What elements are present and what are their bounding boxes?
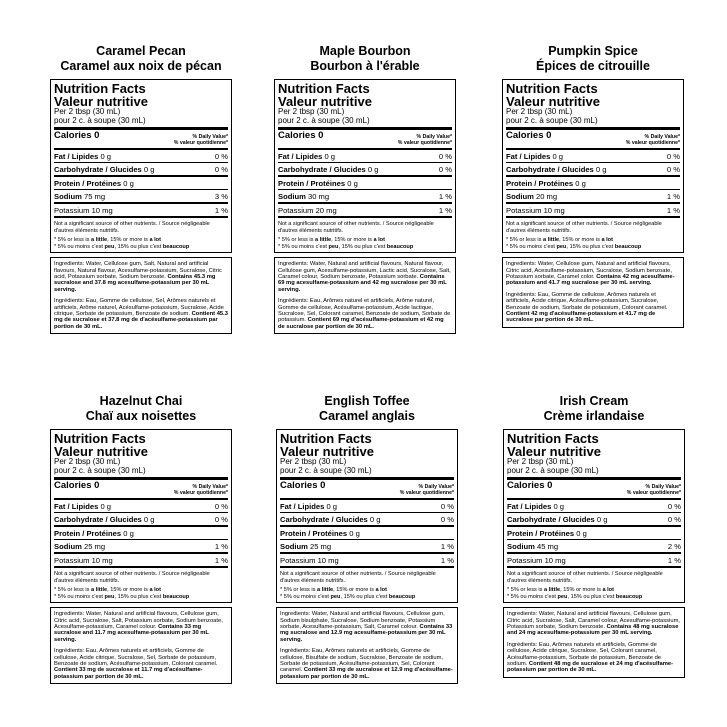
protein-row: Protein / Protéines 0 g xyxy=(506,177,680,190)
not-significant-note: Not a significant source of other nutrients. / Source négligeable d'autres éléments nutritifs. xyxy=(54,566,228,584)
sodium-row: Sodium 20 mg 1 % xyxy=(506,190,680,204)
ingredients-en: Ingredients: Water, Natural and artificial flavours, Cellulose gum, Citric acid, Sucralose, Salt, Potassium sorbate, Sodium benzoate, Acesulfame-potassium, Caramel colour. Contains 33 mg sucralose and 11.7 mg acesulfame-potassium per 30 mL serving. xyxy=(54,611,223,643)
product-title: Hazelnut Chai Chaï aux noisettes xyxy=(85,394,197,423)
ingredients-box xyxy=(50,607,232,684)
footnote: * 5% or less is a little, 15% or more is a lot * 5% ou moins c'est peu, 15% ou plus c'est beaucoup xyxy=(278,237,414,250)
carb-row: Carbohydrate / Glucides 0 g 0 % xyxy=(506,163,680,177)
nutrition-facts-table: Nutrition Facts Valeur nutritive Per 2 tbsp (30 mL) pour 2 c. à soupe (30 mL) Calories 0 % Daily Value* % valeur quotidienne* Fat / Lipides 0 g 0 % Carbohydrate / Glucides 0 g 0 % Protein / Protéines 0 g Sodium 25 mg 1 % Potassium 10 mg 1 % Not a significant source of other nutrients. / Source négligeable d'autres éléments nutritifs. * 5% or less is a little, 15% or more is a lot * 5% ou moins c'est peu, 15% ou plus c'est beaucoup xyxy=(276,429,458,603)
sodium-row: Sodium 45 mg 2 % xyxy=(507,540,681,554)
ingredients-fr: Ingrédients: Eau, Arômes naturels et artificiels, Gomme de cellulose, Acide citrique, Sucralose, Sel, Colorant caramel, Acésulfame-potassium, Sorbate de potassium, Benzoate de sodium. Contient 48 mg de sucralose et 24 mg d'acésulfame-potassium par portion de 30 mL. xyxy=(507,641,674,674)
calories-row: Calories 0 % Daily Value* % valeur quotidienne* xyxy=(278,130,452,151)
fat-row: Fat / Lipides 0 g 0 % xyxy=(54,500,228,513)
carb-row: Carbohydrate / Glucides 0 g 0 % xyxy=(54,513,228,527)
protein-row: Protein / Protéines 0 g xyxy=(54,177,228,190)
not-significant-note: Not a significant source of other nutrients. / Source négligeable d'autres éléments nutritifs. xyxy=(280,566,454,584)
fat-row: Fat / Lipides 0 g 0 % xyxy=(506,150,680,163)
carb-row: Carbohydrate / Glucides 0 g 0 % xyxy=(280,513,454,527)
sodium-row: Sodium 30 mg 1 % xyxy=(278,190,452,204)
fat-row: Fat / Lipides 0 g 0 % xyxy=(278,150,452,163)
nutrition-facts-table: Nutrition Facts Valeur nutritive Per 2 tbsp (30 mL) pour 2 c. à soupe (30 mL) Calories 0 % Daily Value* % valeur quotidienne* Fat / Lipides 0 g 0 % Carbohydrate / Glucides 0 g 0 % Protein / Protéines 0 g Sodium 45 mg 2 % Potassium 10 mg 1 % Not a significant source of other nutrients. / Source négligeable d'autres éléments nutritifs. * 5% or less is a little, 15% or more is a lot * 5% ou moins c'est peu, 15% ou plus c'est beaucoup xyxy=(503,429,685,603)
product-panel-hazelnut-chai xyxy=(50,394,232,684)
ingredients-box xyxy=(274,257,456,334)
ingredients-box xyxy=(502,257,684,328)
carb-row: Carbohydrate / Glucides 0 g 0 % xyxy=(507,513,681,527)
fat-row: Fat / Lipides 0 g 0 % xyxy=(54,150,228,163)
carb-row: Carbohydrate / Glucides 0 g 0 % xyxy=(278,163,452,177)
ingredients-en: Ingredients: Water, Cellulose gum, Natural and artificial flavours, Citric acid, Acesulfame-potassium, Sucralose, Sodium benzoate, Potassium sorbate, Caramel color. Contains 42 mg acesulfame-potassium and 41.7 mg sucralose per 30 mL serving. xyxy=(506,261,675,287)
sodium-row: Sodium 25 mg 1 % xyxy=(54,540,228,554)
product-title: Irish Cream Crème irlandaise xyxy=(543,394,645,423)
not-significant-note: Not a significant source of other nutrients. / Source négligeable d'autres éléments nutritifs. xyxy=(507,566,681,584)
calories-row: Calories 0 % Daily Value* % valeur quotidienne* xyxy=(54,480,228,501)
calories-row: Calories 0 % Daily Value* % valeur quotidienne* xyxy=(54,130,228,151)
protein-row: Protein / Protéines 0 g xyxy=(278,177,452,190)
ingredients-fr: Ingrédients: Eau, Gomme de cellulose, Sel, Arômes naturels et artificiels, Arôme naturel, Acésulfame-potassium, Sucralose, Acide citrique, Sorbate de potassium, Benzoate de sodium. Contient 45.3 mg de sucralose et 37.8 mg de d'acésulfame-potassium par portion de 30 mL. xyxy=(54,298,228,330)
potassium-row: Potassium 10 mg 1 % xyxy=(280,555,454,565)
ingredients-en: Ingredients: Water, Natural and artificial flavours, Cellulose gum, Sodium bisulphate, Sucralose, Sodium benzoate, Potassium sorbate, Acesulfame-potassium, Salt, Caramel colour. Contains 33 mg sucralose and 12.9 mg acesulfame-potassium per 30 mL serving. xyxy=(280,611,453,643)
sodium-row: Sodium 25 mg 1 % xyxy=(280,540,454,554)
product-panel-pumpkin-spice xyxy=(502,44,684,328)
product-panel-irish-cream xyxy=(503,394,685,678)
product-panel-english-toffee xyxy=(276,394,458,684)
footnote: * 5% or less is a little, 15% or more is a lot * 5% ou moins c'est peu, 15% ou plus c'est beaucoup xyxy=(280,587,416,600)
not-significant-note: Not a significant source of other nutrients. / Source négligeable d'autres éléments nutritifs. xyxy=(54,216,228,234)
ingredients-fr: Ingrédients: Eau, Arômes naturel et artificiels, Arôme naturel, Gomme de cellulose, Acésulfame-potassium, Acide lactique, Sucralose, Sel, Colorant caramel, Benzoate de sodium, Sorbate de potassium. Contient 69 mg d'acésulfame-potassium et 42 mg de sucralose par portion de 30 mL. xyxy=(278,298,451,330)
calories-row: Calories 0 % Daily Value* % valeur quotidienne* xyxy=(280,480,454,501)
footnote: * 5% or less is a little, 15% or more is a lot * 5% ou moins c'est peu, 15% ou plus c'est beaucoup xyxy=(506,237,642,250)
protein-row: Protein / Protéines 0 g xyxy=(54,527,228,540)
product-panel-maple-bourbon xyxy=(274,44,456,334)
footnote: * 5% or less is a little, 15% or more is a lot * 5% ou moins c'est peu, 15% ou plus c'est beaucoup xyxy=(54,587,190,600)
protein-row: Protein / Protéines 0 g xyxy=(280,527,454,540)
not-significant-note: Not a significant source of other nutrients. / Source négligeable d'autres éléments nutritifs. xyxy=(278,216,452,234)
ingredients-fr: Ingrédients: Eau, Gomme de cellulose, Arômes naturels et artificiels, Acide citrique, Acésulfame-potassium, Sucralose, Benzoate de sodium, Sorbate de potassium, Colorant caramel. Contient 42 mg d'acésulfame-potassium et 41.7 mg de sucralose par portion de 30 mL. xyxy=(506,291,668,324)
product-title: Maple Bourbon Bourbon à l'érable xyxy=(310,44,420,73)
footnote: * 5% or less is a little, 15% or more is a lot * 5% ou moins c'est peu, 15% ou plus c'est beaucoup xyxy=(507,587,643,600)
sodium-row: Sodium 75 mg 3 % xyxy=(54,190,228,204)
product-title: Caramel Pecan Caramel aux noix de pécan xyxy=(60,44,222,73)
ingredients-en: Ingredients: Water, Natural and artificial flavours, Natural flavour, Cellulose gum, Acesulfame-potassium, Lactic acid, Sucralose, Salt, Caramel colour, Sodium benzoate, Potassium sorbate. Contains 69 mg acesulfame-potassium and 42 mg sucralose per 30 mL serving. xyxy=(278,261,451,293)
ingredients-fr: Ingrédients: Eau, Arômes naturels et artificiels, Gomme de cellulose, Acide citrique, Sucralose, Sel, Sorbate de potassium, Benzoate de sodium, Acésulfame-potassium, Colorant caramel. Contient 33 mg de sucralose et 11.7 mg d'acésulfame-potassium par portion de 30 mL. xyxy=(54,648,218,680)
nutrition-facts-table: Nutrition Facts Valeur nutritive Per 2 tbsp (30 mL) pour 2 c. à soupe (30 mL) Calories 0 % Daily Value* % valeur quotidienne* Fat / Lipides 0 g 0 % Carbohydrate / Glucides 0 g 0 % Protein / Protéines 0 g Sodium 30 mg 1 % Potassium 20 mg 1 % Not a significant source of other nutrients. / Source négligeable d'autres éléments nutritifs. * 5% or less is a little, 15% or more is a lot * 5% ou moins c'est peu, 15% ou plus c'est beaucoup xyxy=(274,79,456,253)
calories-row: Calories 0 % Daily Value* % valeur quotidienne* xyxy=(507,480,681,501)
protein-row: Protein / Protéines 0 g xyxy=(507,527,681,540)
product-title: English Toffee Caramel anglais xyxy=(319,394,415,423)
ingredients-box xyxy=(276,607,458,684)
footnote: * 5% or less is a little, 15% or more is a lot * 5% ou moins c'est peu, 15% ou plus c'est beaucoup xyxy=(54,237,190,250)
carb-row: Carbohydrate / Glucides 0 g 0 % xyxy=(54,163,228,177)
potassium-row: Potassium 10 mg 1 % xyxy=(507,555,681,565)
potassium-row: Potassium 20 mg 1 % xyxy=(278,205,452,215)
ingredients-fr: Ingrédients: Eau, Arômes naturels et artificiels, Gomme de cellulose, Bisulfate de sodium, Sucralose, Benzoate de sodium, Sorbate de potassium, Acésulfame-potassium, Sel, Colorant caramel. Contient 33 mg de sucralose et 12.9 mg d'acésulfame-potassium par portion de 30 mL. xyxy=(280,648,453,680)
ingredients-box xyxy=(50,257,232,334)
ingredients-box xyxy=(503,607,685,678)
nutrition-facts-table: Nutrition Facts Valeur nutritive Per 2 tbsp (30 mL) pour 2 c. à soupe (30 mL) Calories 0 % Daily Value* % valeur quotidienne* Fat / Lipides 0 g 0 % Carbohydrate / Glucides 0 g 0 % Protein / Protéines 0 g Sodium 20 mg 1 % Potassium 10 mg 1 % Not a significant source of other nutrients. / Source négligeable d'autres éléments nutritifs. * 5% or less is a little, 15% or more is a lot * 5% ou moins c'est peu, 15% ou plus c'est beaucoup xyxy=(502,79,684,253)
fat-row: Fat / Lipides 0 g 0 % xyxy=(280,500,454,513)
potassium-row: Potassium 10 mg 1 % xyxy=(54,205,228,215)
product-panel-caramel-pecan xyxy=(50,44,232,334)
fat-row: Fat / Lipides 0 g 0 % xyxy=(507,500,681,513)
nutrition-facts-table: Nutrition Facts Valeur nutritive Per 2 tbsp (30 mL) pour 2 c. à soupe (30 mL) Calories 0 % Daily Value* % valeur quotidienne* Fat / Lipides 0 g 0 % Carbohydrate / Glucides 0 g 0 % Protein / Protéines 0 g Sodium 75 mg 3 % Potassium 10 mg 1 % Not a significant source of other nutrients. / Source négligeable d'autres éléments nutritifs. * 5% or less is a little, 15% or more is a lot * 5% ou moins c'est peu, 15% ou plus c'est beaucoup xyxy=(50,79,232,253)
product-title: Pumpkin Spice Épices de citrouille xyxy=(536,44,650,73)
ingredients-en: Ingredients: Water, Natural and artificial flavours, Cellulose gum, Citric acid, Sucralose, Salt, Caramel colour, Acesulfame-potassium, Potassium sorbate, Sodium benzoate. Contains 48 mg sucralose and 24 mg acesulfame-potassium per 30 mL serving. xyxy=(507,611,681,637)
potassium-row: Potassium 10 mg 1 % xyxy=(54,555,228,565)
nutrition-facts-table: Nutrition Facts Valeur nutritive Per 2 tbsp (30 mL) pour 2 c. à soupe (30 mL) Calories 0 % Daily Value* % valeur quotidienne* Fat / Lipides 0 g 0 % Carbohydrate / Glucides 0 g 0 % Protein / Protéines 0 g Sodium 25 mg 1 % Potassium 10 mg 1 % Not a significant source of other nutrients. / Source négligeable d'autres éléments nutritifs. * 5% or less is a little, 15% or more is a lot * 5% ou moins c'est peu, 15% ou plus c'est beaucoup xyxy=(50,429,232,603)
not-significant-note: Not a significant source of other nutrients. / Source négligeable d'autres éléments nutritifs. xyxy=(506,216,680,234)
calories-row: Calories 0 % Daily Value* % valeur quotidienne* xyxy=(506,130,680,151)
potassium-row: Potassium 10 mg 1 % xyxy=(506,205,680,215)
ingredients-en: Ingredients: Water, Cellulose gum, Salt, Natural and artificial flavours, Natural flavour, Acesulfame-potassium, Sucralose, Citric acid, Potassium sorbate, Sodium benzoate. Contains 45.3 mg sucralose and 37.8 mg acesulfame-potassium per 30 mL serving. xyxy=(54,261,222,293)
